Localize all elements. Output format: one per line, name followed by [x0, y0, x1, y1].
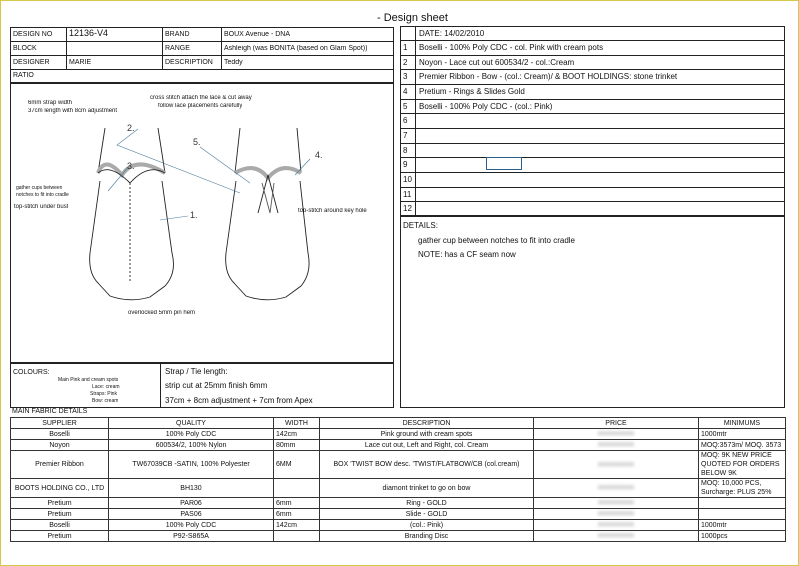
- sheet-line-text: Noyon - Lace cut out 600534/2 - col.:Cream: [419, 57, 575, 67]
- divider: [400, 201, 785, 202]
- cell-description: BOX 'TWIST BOW desc. 'TWIST/FLATBOW/CB (col.cream): [320, 451, 534, 479]
- cell-description: Slide - GOLD: [320, 509, 534, 520]
- marker-3: 3.: [127, 161, 135, 171]
- designer-label: DESIGNER: [13, 59, 50, 66]
- divider: [10, 69, 394, 70]
- sheet-line-number: 6: [403, 116, 408, 126]
- blurred-price: xxxxxxxxxxxx: [598, 431, 634, 437]
- range-value: Ashleigh (was BONITA (based on Glam Spot)): [224, 45, 368, 52]
- sheet-line-text: Premier Ribbon - Bow - (col.: Cream)/ & BOOT HOLDINGS: stone trinket: [419, 72, 678, 82]
- blurred-price: xxxxxxxxxxxx: [598, 522, 634, 528]
- table-row: [11, 440, 786, 451]
- cell-description: (col.: Pink): [320, 520, 534, 531]
- marker-2: 2.: [127, 123, 135, 133]
- table-row: [11, 429, 786, 440]
- cell-minimums: 1000mtr: [699, 520, 786, 531]
- divider: [10, 41, 394, 42]
- ratio-label: RATIO: [13, 72, 34, 79]
- sheet-line-text: Boselli - 100% Poly CDC - col. Pink with cream pots: [419, 43, 604, 52]
- colours-line-3: Straps: Pink: [90, 391, 117, 397]
- cell-quality: P92-S865A: [109, 531, 274, 542]
- strap-line-2: 37cm + 8cm adjustment + 7cm from Apex: [165, 396, 313, 405]
- divider: [10, 55, 394, 56]
- sheet-line-number: 9: [403, 160, 408, 170]
- col-width: WIDTH: [274, 418, 320, 429]
- cell-price: [534, 451, 699, 479]
- cell-quality: 100% Poly CDC: [109, 429, 274, 440]
- sheet-line-text: Boselli - 100% Poly CDC - (col.: Pink): [419, 101, 553, 111]
- sheet-title: - Design sheet: [377, 12, 448, 24]
- cell-description: Lace cut out, Left and Right, col. Cream: [320, 440, 534, 451]
- blurred-price: xxxxxxxxxxxx: [598, 485, 634, 491]
- cell-minimums: 1000mtr: [699, 429, 786, 440]
- cell-minimums: MOQ: 9K NEW PRICE QUOTED FOR ORDERS BELOW 9K: [699, 451, 786, 479]
- divider: [400, 69, 785, 70]
- col-quality: QUALITY: [109, 418, 274, 429]
- divider: [400, 143, 785, 144]
- cell-quality: 100% Poly CDC: [109, 520, 274, 531]
- blurred-price: xxxxxxxxxxxx: [598, 461, 634, 468]
- details-label: DETAILS:: [403, 221, 438, 230]
- divider: [400, 84, 785, 85]
- garment-sketch: [10, 83, 394, 363]
- cell-price: [534, 520, 699, 531]
- cell-quality: PAR06: [109, 498, 274, 509]
- strap-note-2: 37cm length with 8cm adjustment: [28, 108, 118, 114]
- divider: [400, 172, 785, 173]
- strap-note-1: 6mm strap width: [28, 100, 73, 106]
- divider: [400, 99, 785, 100]
- strap-title: Strap / Tie length:: [165, 367, 228, 376]
- sheet-line-number: 1: [403, 43, 408, 52]
- sheet-line-number: 7: [403, 131, 408, 141]
- cross-stitch-note-1: cross stitch attach the lace & cut away: [150, 95, 252, 101]
- sheet-line-number: 2: [403, 57, 408, 67]
- cell-minimums: 1000pcs: [699, 531, 786, 542]
- cell-supplier: BOOTS HOLDING CO., LTD: [11, 479, 109, 498]
- cell-minimums: [699, 498, 786, 509]
- cell-width: 6MM: [274, 451, 320, 479]
- colours-label: COLOURS:: [13, 369, 50, 376]
- table-row: [11, 520, 786, 531]
- sheet-line-number: 12: [403, 204, 412, 214]
- fabric-table: [10, 417, 786, 542]
- sheet-line-text: Pretium - Rings & Slides Gold: [419, 87, 525, 96]
- cell-width: [274, 531, 320, 542]
- sheet-line-number: 8: [403, 145, 408, 155]
- topstitch-keyhole-note: top-stitch around key hole: [298, 208, 367, 214]
- cell-price: [534, 531, 699, 542]
- table-row: [11, 451, 786, 479]
- sheet-line-number: 11: [403, 189, 412, 199]
- cross-stitch-note-2: follow lace placements carefully: [158, 103, 243, 109]
- range-label: RANGE: [165, 45, 190, 52]
- divider: [66, 27, 67, 69]
- blurred-price: xxxxxxxxxxxx: [598, 511, 634, 517]
- divider: [400, 113, 785, 114]
- gather-note-1: gather cups between: [16, 185, 63, 191]
- cell-minimums: [699, 509, 786, 520]
- divider: [400, 55, 785, 56]
- designer-value: MARIE: [69, 59, 92, 66]
- cell-supplier: Pretium: [11, 531, 109, 542]
- cell-width: 6mm: [274, 509, 320, 520]
- colours-line-1: Main Pink and cream spots: [58, 377, 119, 383]
- cell-supplier: Noyon: [11, 440, 109, 451]
- table-row: [11, 509, 786, 520]
- cell-quality: BH130: [109, 479, 274, 498]
- divider: [221, 27, 222, 69]
- col-price: PRICE: [534, 418, 699, 429]
- fabric-section-label: MAIN FABRIC DETAILS: [12, 408, 88, 415]
- gather-note-2: notches to fit into cradle: [16, 192, 69, 198]
- back-garment-drawing: [226, 128, 309, 300]
- fabric-header-row: [11, 418, 786, 429]
- cell-price: [534, 440, 699, 451]
- marker-5: 5.: [193, 137, 201, 147]
- cell-price: [534, 479, 699, 498]
- annotation-leader-lines: [108, 129, 310, 220]
- col-minimums: MINIMUMS: [699, 418, 786, 429]
- description-label: DESCRIPTION: [165, 59, 213, 66]
- cell-width: 6mm: [274, 498, 320, 509]
- cell-supplier: Premier Ribbon: [11, 451, 109, 479]
- cell-price: [534, 429, 699, 440]
- divider: [400, 157, 785, 158]
- block-label: BLOCK: [13, 45, 37, 52]
- cell-quality: PAS06: [109, 509, 274, 520]
- description-value: Teddy: [224, 59, 243, 66]
- cell-supplier: Boselli: [11, 429, 109, 440]
- topstitch-bust-note: top-stitch under bust: [14, 204, 69, 210]
- cell-quality: 600534/2, 100% Nylon: [109, 440, 274, 451]
- selected-cell[interactable]: [486, 157, 522, 170]
- divider: [162, 27, 163, 69]
- cell-width: 80mm: [274, 440, 320, 451]
- marker-4: 4.: [315, 150, 323, 160]
- sheet-line-number: 5: [403, 101, 408, 111]
- strap-line-1: strip cut at 25mm finish 6mm: [165, 381, 268, 390]
- details-line-2: NOTE: has a CF seam now: [418, 250, 516, 259]
- design-no-value: 12136-V4: [69, 28, 109, 38]
- design-no-label: DESIGN NO: [13, 31, 53, 38]
- cell-minimums: MOQ:3573m/ MOQ. 3573: [699, 440, 786, 451]
- table-row: [11, 498, 786, 509]
- cell-supplier: Pretium: [11, 498, 109, 509]
- blurred-price: xxxxxxxxxxxx: [598, 442, 634, 448]
- divider: [400, 40, 785, 41]
- cell-description: Pink ground with cream spots: [320, 429, 534, 440]
- divider: [400, 128, 785, 129]
- table-row: [11, 531, 786, 542]
- colours-line-2: Lace: cream: [92, 384, 120, 390]
- brand-label: BRAND: [165, 31, 190, 38]
- cell-minimums: MOQ: 10,000 PCS, Surcharge: PLUS 25%: [699, 479, 786, 498]
- sheet-date: DATE: 14/02/2010: [419, 29, 485, 38]
- col-supplier: SUPPLIER: [11, 418, 109, 429]
- cell-description: diamont trinket to go on bow: [320, 479, 534, 498]
- front-garment-drawing: [90, 128, 174, 300]
- table-row: [11, 479, 786, 498]
- marker-1: 1.: [190, 210, 198, 220]
- colours-line-4: Bow: cream: [92, 398, 119, 404]
- cell-width: 142cm: [274, 429, 320, 440]
- col-description: DESCRIPTION: [320, 418, 534, 429]
- cell-width: 142cm: [274, 520, 320, 531]
- cell-supplier: Boselli: [11, 520, 109, 531]
- blurred-price: xxxxxxxxxxxx: [598, 500, 634, 506]
- cell-description: Ring - GOLD: [320, 498, 534, 509]
- divider: [160, 363, 161, 408]
- cell-price: [534, 509, 699, 520]
- cell-width: [274, 479, 320, 498]
- divider: [400, 187, 785, 188]
- brand-value: BOUX Avenue - DNA: [224, 31, 291, 38]
- cell-supplier: Pretium: [11, 509, 109, 520]
- blurred-price: xxxxxxxxxxxx: [598, 533, 634, 539]
- cell-quality: TW67039CB -SATIN, 100% Polyester: [109, 451, 274, 479]
- cell-description: Branding Disc: [320, 531, 534, 542]
- cell-price: [534, 498, 699, 509]
- details-line-1: gather cup between notches to fit into cradle: [418, 236, 575, 245]
- sheet-line-number: 3: [403, 72, 408, 82]
- sheet-line-number: 4: [403, 87, 408, 96]
- hem-note: overlocked 5mm pin hem: [128, 310, 196, 316]
- sheet-line-number: 10: [403, 175, 412, 185]
